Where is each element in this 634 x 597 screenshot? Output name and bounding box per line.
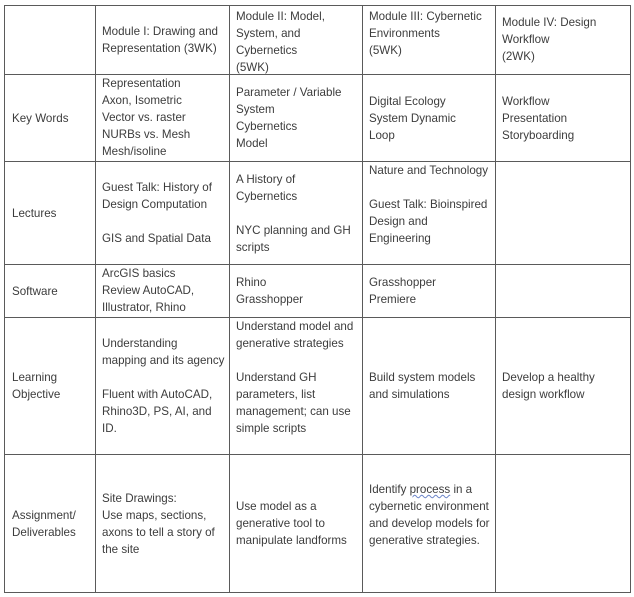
keywords-module-3 <box>363 75 495 161</box>
assignment-module-3-text-post: in a cybernetic environment and develop models for generative strategies. <box>369 483 490 547</box>
lectures-module-2 <box>230 162 362 264</box>
keywords-module-4 <box>496 75 630 161</box>
keywords-module-2 <box>230 75 362 161</box>
row-label-keywords-text: Key Words <box>12 111 69 125</box>
software-module-4 <box>496 265 630 317</box>
learning-module-1 <box>96 318 229 454</box>
assignment-module-3 <box>363 455 495 592</box>
assignment-module-1-text: Site Drawings: Use maps, sections, axons to tell a story of the site <box>102 491 215 556</box>
keywords-module-1: Representation Axon, Isometric Vector vs. raster NURBs vs. Mesh Mesh/isoline <box>102 77 191 158</box>
software-module-2 <box>230 265 362 317</box>
header-module-4: Module IV: Design Workflow (2WK) <box>502 16 597 63</box>
header-module-1 <box>96 6 229 74</box>
software-module-3-text: Grasshopper Premiere <box>369 276 437 306</box>
assignment-module-3-text-pre: Identify <box>369 483 410 496</box>
keywords-module-3-text: Digital Ecology System Dynamic Loop <box>369 94 456 142</box>
row-label-assignment <box>5 455 95 592</box>
keywords-module-4-text: Workflow Presentation Storyboarding <box>502 94 575 142</box>
row-label-software-text: Software <box>12 284 58 298</box>
curriculum-table <box>4 5 631 593</box>
software-module-1: ArcGIS basics Review AutoCAD, Illustrator, Rhino <box>102 267 195 314</box>
row-label-learning-objective <box>5 318 95 454</box>
header-module-2: Module II: Model, System, and Cybernetics (5WK) <box>236 10 325 74</box>
learning-module-1-text: Understanding mapping and its agency Fluent with AutoCAD, Rhino3D, PS, AI, and ID. <box>102 337 225 435</box>
assignment-module-2-text: Use model as a generative tool to manipulate landforms <box>236 500 347 547</box>
lectures-module-2-text: A History of Cybernetics NYC planning and GH scripts <box>236 172 351 254</box>
software-module-3 <box>363 265 495 317</box>
row-label-lectures-text: Lectures <box>12 206 57 220</box>
keywords-module-2-text: Parameter / Variable System Cybernetics Model <box>236 86 342 150</box>
lectures-module-4 <box>496 162 630 264</box>
header-module-3: Module III: Cybernetic Environments (5WK) <box>369 10 482 57</box>
row-label-assignment-text: Assignment/ Deliverables <box>12 508 76 539</box>
header-module-1-text: Module I: Drawing and Representation (3WK) <box>102 25 218 55</box>
row-label-software <box>5 265 95 317</box>
lectures-module-1-text: Guest Talk: History of Design Computation GIS and Spatial Data <box>102 181 212 245</box>
assignment-module-1 <box>96 455 229 592</box>
learning-module-3-text: Build system models and simulations <box>369 371 476 401</box>
row-label-lectures <box>5 162 95 264</box>
assignment-module-2 <box>230 455 362 592</box>
assignment-module-4 <box>496 455 630 592</box>
software-module-2-text: Rhino Grasshopper <box>236 276 304 306</box>
learning-module-2: Understand model and generative strategies Understand GH parameters, list management; can use simple scripts <box>236 320 354 435</box>
row-label-learning-objective-text: Learning Objective <box>12 371 61 401</box>
learning-module-4 <box>496 318 630 454</box>
lectures-module-3: Nature and Technology Guest Talk: Bioinspired Design and Engineering <box>369 164 489 245</box>
row-label-keywords <box>5 75 95 161</box>
spellcheck-flagged-word: process <box>409 483 451 496</box>
lectures-module-1 <box>96 162 229 264</box>
header-corner-cell <box>5 6 95 74</box>
learning-module-4-text: Develop a healthy design workflow <box>502 371 595 401</box>
learning-module-3 <box>363 318 495 454</box>
